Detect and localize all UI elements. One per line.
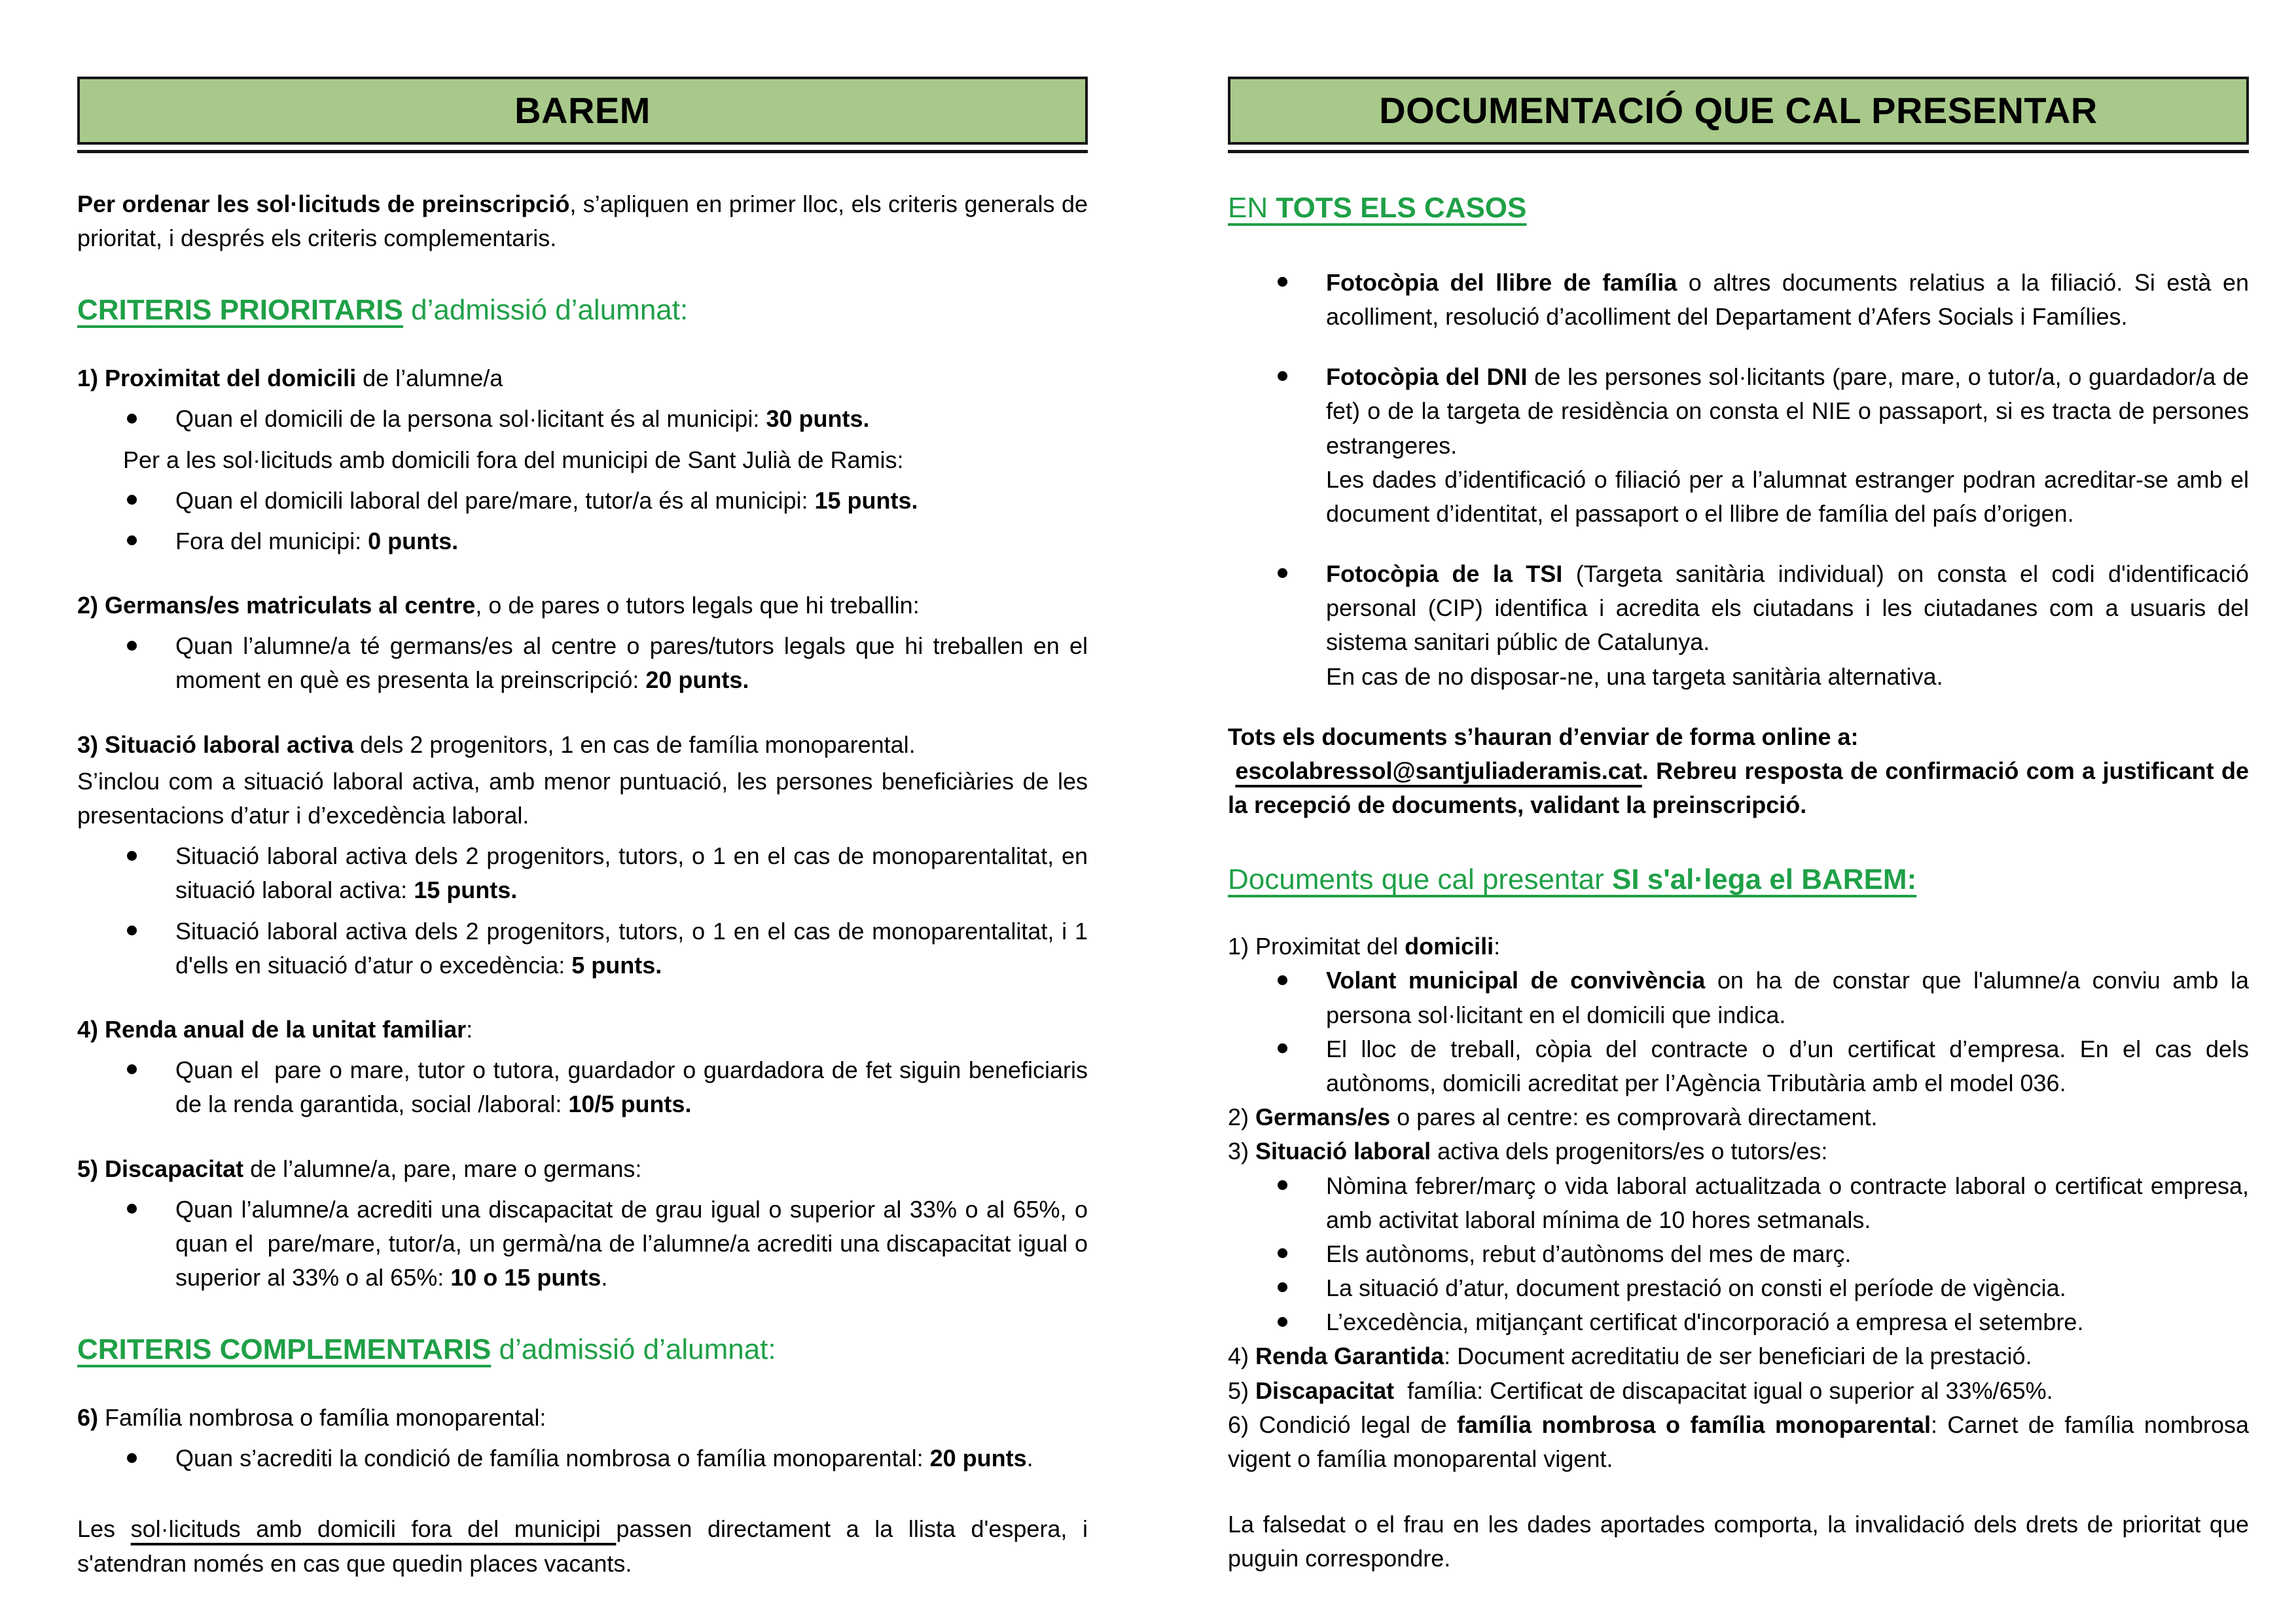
- doc-3-list: [1228, 1169, 2249, 1340]
- bullet-volant-municipal: Volant municipal de convivència on ha de constar que l'alumne/a conviu amb la persona sol·licitant en el domicili que indica.: [1228, 964, 2249, 1032]
- bullet-20-punts-germans: Quan l’alumne/a té germans/es al centre o pares/tutors legals que hi treballen en el moment en què es presenta la preinscripció: 20 punts.: [77, 629, 1088, 697]
- bullet-tsi: [1228, 557, 2249, 694]
- section-1-proximitat-title: 1) Proximitat del domicili de l’alumne/a: [77, 365, 503, 392]
- doc-1-proximitat-title: 1) Proximitat del domicili:: [1228, 933, 1501, 960]
- bullet-llibre-familia: [1228, 266, 2249, 334]
- section-5-discapacitat-title: 5) Discapacitat de l’alumne/a, pare, mare o germans:: [77, 1155, 642, 1182]
- email-confirmation-line: [1228, 754, 2249, 822]
- section-3-situacio-title: 3) Situació laboral activa dels 2 progenitors, 1 en cas de família monoparental.: [77, 731, 916, 758]
- bullet-20-punts-nombrosa: Quan s’acrediti la condició de família nombrosa o família monoparental: 20 punts.: [77, 1441, 1088, 1475]
- bullet-excedencia: L’excedència, mitjançant certificat d'incorporació a empresa el setembre.: [1228, 1305, 2249, 1339]
- bullet-nomina: Nòmina febrer/març o vida laboral actualitzada o contracte laboral o certificat empresa, amb activitat laboral mínima de 10 hores setmanals.: [1228, 1169, 2249, 1237]
- en-tots-els-casos-heading: EN TOTS ELS CASOS: [1228, 192, 1527, 224]
- documentacio-header-box: [1228, 77, 2249, 145]
- section-2-germans-title: 2) Germans/es matriculats al centre, o de pares o tutors legals que hi treballin:: [77, 592, 920, 619]
- bullet-lloc-treball: El lloc de treball, còpia del contracte o d’un certificat d’empresa. En el cas dels autònoms, domicili acreditat per l’Agència Tributària amb el model 036.: [1228, 1032, 2249, 1100]
- doc-3-situacio-title: 3) Situació laboral activa dels progenitors/es o tutors/es:: [1228, 1138, 1828, 1165]
- bullet-autonoms: Els autònoms, rebut d’autònoms del mes de març.: [1228, 1237, 2249, 1271]
- doc-2-germans-title: 2) Germans/es o pares al centre: es comprovarà directament.: [1228, 1104, 1878, 1131]
- documentacio-column: [1228, 0, 2249, 1576]
- online-send-line: Tots els documents s’hauran d’enviar de forma online a:: [1228, 723, 1859, 750]
- section-5-list: [77, 1193, 1088, 1295]
- criteris-prioritaris-heading: CRITERIS PRIORITARIS d’admissió d’alumnat:: [77, 294, 689, 327]
- criteris-complementaris-heading: CRITERIS COMPLEMENTARIS d’admissió d’alumnat:: [77, 1333, 776, 1366]
- bullet-dni: [1228, 360, 2249, 531]
- section-1-list-a: [77, 402, 1088, 436]
- barem-header: [77, 77, 1088, 153]
- section-4-renda-title: 4) Renda anual de la unitat familiar:: [77, 1015, 473, 1043]
- tots-els-casos-list: [1228, 266, 2249, 694]
- dni-note: Les dades d’identificació o filiació per a l’alumnat estranger podran acreditar-se amb el document d’identitat, el passaport o el llibre de família del país d’origen.: [1326, 465, 2249, 527]
- doc-4-renda-title: 4) Renda Garantida: Document acreditatiu de ser beneficiari de la prestació.: [1228, 1343, 2032, 1370]
- falsedat-outro-paragraph: La falsedat o el frau en les dades aportades comporta, la invalidació dels drets de prioritat que puguin correspondre.: [1228, 1511, 2249, 1572]
- documentacio-title: DOCUMENTACIÓ QUE CAL PRESENTAR: [1379, 90, 2098, 132]
- section-4-list: [77, 1053, 1088, 1121]
- doc-5-discapacitat-title: 5) Discapacitat família: Certificat de discapacitat igual o superior al 33%/65%.: [1228, 1377, 2053, 1404]
- tsi-text: Fotocòpia de la TSI (Targeta sanitària individual) on consta el codi d'identificació personal (CIP) identifica i acredita els ciutadans i les ciutadanes com a usuaris del sistema sanitari públic de Catalunya.: [1326, 560, 2249, 656]
- bullet-10-o-15-punts-discapacitat: Quan l’alumne/a acrediti una discapacitat de grau igual o superior al 33% o al 65%, o quan el pare/mare, tutor/a, un germà/na de l’alumne/a acrediti una discapacitat igual o superior al 33% o al 65%: 10 o 15 punts.: [77, 1193, 1088, 1295]
- bullet-15-punts-laboral: Situació laboral activa dels 2 progenitors, tutors, o 1 en el cas de monoparentalitat, en situació laboral activa: 15 punts.: [77, 839, 1088, 907]
- section-6-list: [77, 1441, 1088, 1475]
- documentacio-header: [1228, 77, 2249, 153]
- section-3-list: [77, 839, 1088, 983]
- documents-si-barem-heading: Documents que cal presentar SI s'al·lega el BAREM:: [1228, 863, 1917, 896]
- bullet-10-5-punts-renda: Quan el pare o mare, tutor o tutora, guardador o guardadora de fet siguin beneficiaris de la renda garantida, social /laboral: 10/5 punts.: [77, 1053, 1088, 1121]
- email-link[interactable]: escolabressol@santjuliaderamis.cat. Rebreu resposta de confirmació com a justificant de la recepció de documents, validant la preinscripció.: [1228, 757, 2249, 819]
- barem-column: [77, 0, 1088, 1581]
- barem-title: BAREM: [514, 90, 651, 132]
- section-1-note: Per a les sol·licituds amb domicili fora del municipi de Sant Julià de Ramis:: [123, 446, 904, 473]
- section-6-nombrosa-title: 6) Família nombrosa o família monoparental:: [77, 1404, 547, 1432]
- barem-outro-paragraph: Les sol·licituds amb domicili fora del municipi passen directament a la llista d'espera, i s'atendran només en cas que quedin places vacants.: [77, 1515, 1088, 1577]
- section-3-note: S’inclou com a situació laboral activa, amb menor puntuació, les persones beneficiàries de les presentacions d’atur i d’excedència laboral.: [77, 767, 1088, 829]
- section-2-list: [77, 629, 1088, 697]
- section-1-list-b: [77, 484, 1088, 558]
- doc-6-nombrosa-title: 6) Condició legal de família nombrosa o família monoparental: Carnet de família nombrosa vigent o família monoparental vigent.: [1228, 1411, 2249, 1473]
- tsi-note: En cas de no disposar-ne, una targeta sanitària alternativa.: [1326, 662, 1943, 690]
- llibre-familia-text: Fotocòpia del llibre de família o altres documents relatius a la filiació. Si està en acolliment, resolució d’acolliment del Departament d’Afers Socials i Famílies.: [1326, 268, 2250, 330]
- bullet-0-punts: Fora del municipi: 0 punts.: [77, 524, 1088, 558]
- barem-header-box: [77, 77, 1088, 145]
- bullet-atur: La situació d’atur, document prestació on consti el període de vigència.: [1228, 1271, 2249, 1305]
- dni-text: Fotocòpia del DNI de les persones sol·licitants (pare, mare, o tutor/a, o guardador/a de fet) o de la targeta de residència on consta el NIE o passaport, si es tracta de persones estrangeres.: [1326, 363, 2250, 459]
- bullet-5-punts-atur: Situació laboral activa dels 2 progenitors, tutors, o 1 en el cas de monoparentalitat, i 1 d'ells en situació d’atur o excedència: 5 punts.: [77, 914, 1088, 983]
- barem-intro-paragraph: Per ordenar les sol·licituds de preinscripció, s’apliquen en primer lloc, els criteris generals de prioritat, i després els criteris complementaris.: [77, 190, 1088, 252]
- bullet-15-punts: Quan el domicili laboral del pare/mare, tutor/a és al municipi: 15 punts.: [77, 484, 1088, 518]
- bullet-30-punts: Quan el domicili de la persona sol·licitant és al municipi: 30 punts.: [77, 402, 1088, 436]
- doc-1-list: [1228, 964, 2249, 1100]
